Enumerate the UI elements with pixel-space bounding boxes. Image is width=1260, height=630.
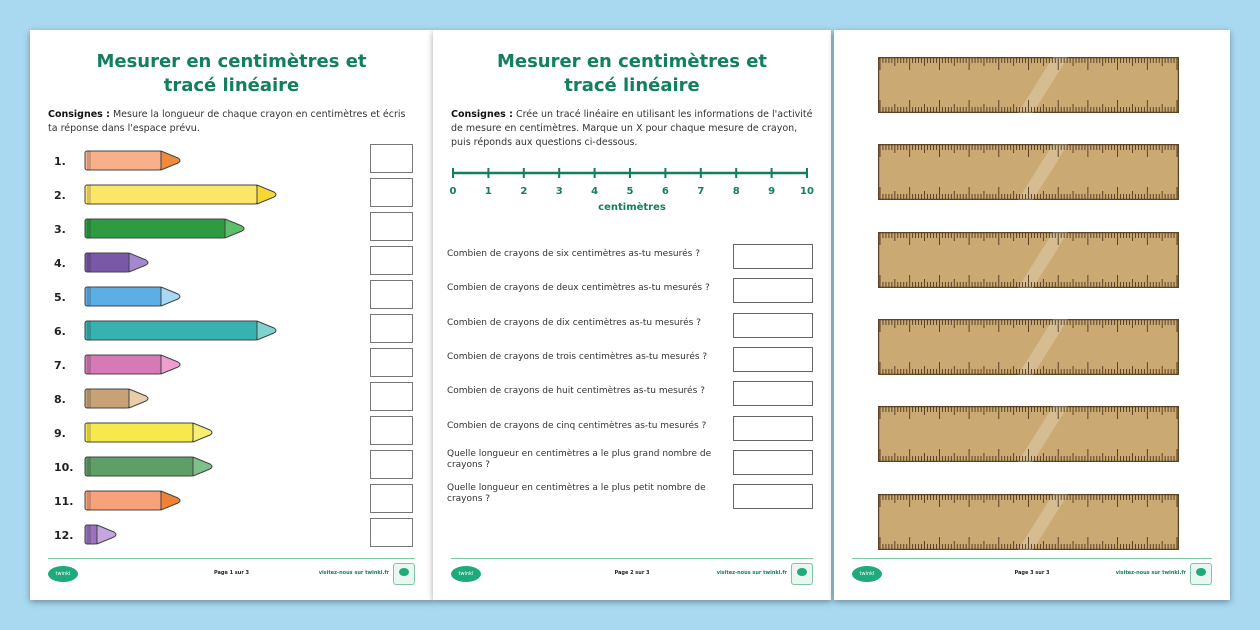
instructions-text: Mesure la longueur de chaque crayon en centimètres et écris ta réponse dans l'espace prévu. [48,109,406,134]
answer-box[interactable] [370,450,413,479]
answer-box[interactable] [370,280,413,309]
answer-box[interactable] [370,246,413,275]
question-answer-box[interactable] [733,484,813,509]
question-text: Quelle longueur en centimètres a le plus petit nombre de crayons ? [447,483,706,505]
crayon-1 [84,148,184,174]
crayon-number: 1. [54,155,66,168]
footer-url: visitez-nous sur twinkl.fr [1115,570,1186,576]
number-line-tick-label: 6 [661,186,669,197]
quality-badge-icon [393,563,415,585]
page-title: Mesurer en centimètres et tracé linéaire [96,51,367,96]
answer-box[interactable] [370,416,413,445]
question-text: Quelle longueur en centimètres a le plus grand nombre de crayons ? [447,448,712,470]
instructions-label: Consignes : [451,109,513,120]
number-line-tick-label: 9 [768,186,776,197]
question-answer-box[interactable] [733,416,813,441]
question-text: Combien de crayons de huit centimètres as-tu mesurés ? [447,386,705,397]
ruler-4 [878,319,1179,375]
answer-box[interactable] [370,518,413,547]
question-answer-box[interactable] [733,347,813,372]
number-line-tick-label: 3 [555,186,563,197]
crayon-number: 4. [54,257,66,270]
crayon-3 [84,216,248,242]
crayon-number: 6. [54,325,66,338]
instructions [451,108,813,150]
page-title: Mesurer en centimètres et tracé linéaire [496,51,768,96]
answer-box[interactable] [370,212,413,241]
question-answer-box[interactable] [733,450,813,475]
ruler-2 [878,144,1179,200]
crayon-number: 11. [54,495,74,508]
number-line-tick-label: 4 [591,186,599,197]
instructions-label: Consignes : [48,109,110,120]
number-line [445,168,819,198]
crayon-2 [84,182,280,208]
crayon-number: 9. [54,427,66,440]
quality-badge-icon [1190,563,1212,585]
crayon-number: 10. [54,461,74,474]
answer-box[interactable] [370,348,413,377]
ruler-6 [878,494,1179,550]
number-line-tick-label: 7 [697,186,705,197]
number-line-tick-label: 0 [449,186,457,197]
footer-url: visitez-nous sur twinkl.fr [318,570,389,576]
crayon-number: 12. [54,529,74,542]
twinkl-logo: twinkl [852,566,882,582]
answer-box[interactable] [370,484,413,513]
number-line-tick-label: 1 [484,186,492,197]
quality-badge-icon [791,563,813,585]
number-line-unit-label: centimètres [598,202,666,213]
question-text: Combien de crayons de deux centimètres as-tu mesurés ? [447,283,710,294]
page-footer [852,558,1212,587]
crayon-number: 2. [54,189,66,202]
answer-box[interactable] [370,178,413,207]
crayon-4 [84,250,152,276]
answer-box[interactable] [370,314,413,343]
page-number: Page 1 sur 3 [213,570,250,576]
worksheet-page-2 [433,30,831,600]
crayon-7 [84,352,184,378]
question-text: Combien de crayons de trois centimètres as-tu mesurés ? [447,351,708,362]
worksheet-page-1 [30,30,433,600]
number-line-tick-label: 2 [520,186,528,197]
crayon-number: 8. [54,393,66,406]
question-answer-box[interactable] [733,244,813,269]
crayon-10 [84,454,216,480]
answer-box[interactable] [370,144,413,173]
footer-url: visitez-nous sur twinkl.fr [716,570,787,576]
crayon-9 [84,420,216,446]
crayon-6 [84,318,280,344]
twinkl-logo: twinkl [451,566,481,582]
question-answer-box[interactable] [733,381,813,406]
page-number: Page 3 sur 3 [1014,570,1050,576]
ruler-3 [878,232,1179,288]
ruler-5 [878,406,1179,462]
number-line-tick-label: 8 [732,186,740,197]
crayon-8 [84,386,152,412]
worksheet-page-3 [834,30,1230,600]
question-answer-box[interactable] [733,278,813,303]
crayon-number: 3. [54,223,66,236]
question-text: Combien de crayons de six centimètres as-tu mesurés ? [447,249,700,259]
crayon-5 [84,284,184,310]
number-line-tick-label: 5 [626,186,634,197]
page-number: Page 2 sur 3 [614,570,650,576]
question-answer-box[interactable] [733,313,813,338]
answer-box[interactable] [370,382,413,411]
question-text: Combien de crayons de cinq centimètres as-tu mesurés ? [447,420,707,431]
crayon-number: 5. [54,291,66,304]
ruler-1 [878,57,1179,113]
instructions-text: Crée un tracé linéaire en utilisant les informations de l'activité de mesure en centimètres. Marque un X pour chaque mesure de crayon, puis réponds aux questions ci-dessous. [451,109,813,148]
instructions [48,108,415,136]
question-text: Combien de crayons de dix centimètres as-tu mesurés ? [447,317,701,328]
page-footer [451,558,813,587]
page-footer [48,558,415,587]
crayon-12 [84,522,120,548]
crayon-number: 7. [54,359,66,372]
number-line-tick-label: 10 [800,186,814,197]
crayon-11 [84,488,184,514]
twinkl-logo: twinkl [48,566,78,582]
